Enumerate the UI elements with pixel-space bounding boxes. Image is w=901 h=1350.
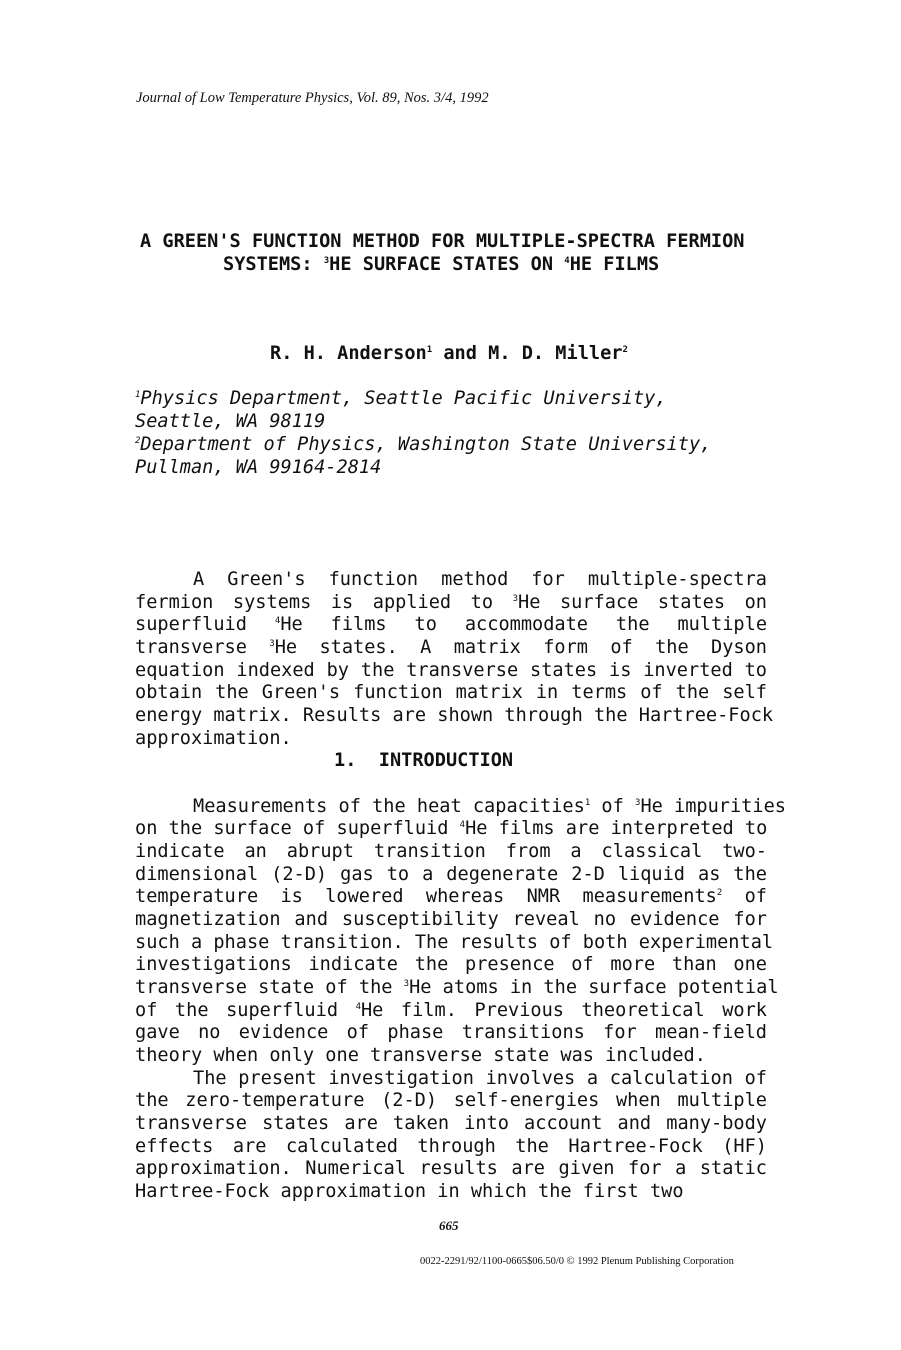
body-line: magnetization and susceptibility reveal no evidence for (135, 909, 767, 930)
body-line: the zero-temperature (2-D) self-energies when multiple (135, 1090, 767, 1111)
body-line: approximation. Numerical results are given for a static (135, 1158, 767, 1179)
abstract-line: obtain the Green's function matrix in terms of the self (135, 682, 767, 703)
body-line: effects are calculated through the Hartree-Fock (HF) (135, 1136, 767, 1157)
page-number: 665 (439, 1218, 459, 1233)
title-line-2: SYSTEMS: $^3$HE SURFACE STATES ON $^4$HE FILMS (223, 254, 660, 275)
abstract-line: A Green's function method for multiple-spectra (193, 569, 767, 590)
body-line: The present investigation involves a calculation of (193, 1068, 767, 1089)
affiliation-1-address: Seattle, WA 98119 (135, 411, 326, 432)
body-line: Measurements of the heat capacities$^1$ of $^3$He impurities (193, 796, 786, 817)
affiliation-2-address: Pullman, WA 99164-2814 (135, 457, 382, 478)
abstract-line: superfluid $^4$He films to accommodate the multiple (135, 614, 768, 635)
body-line: temperature is lowered whereas NMR measurements$^2$ of (135, 886, 767, 907)
title-line-1: A GREEN'S FUNCTION METHOD FOR MULTIPLE-SPECTRA FERMION (140, 231, 745, 252)
abstract-line: approximation. (135, 728, 292, 749)
abstract-line: equation indexed by the transverse states is inverted to (135, 660, 767, 681)
affiliation-1: $^1$Physics Department, Seattle Pacific University, (135, 388, 667, 409)
body-line: investigations indicate the presence of more than one (135, 954, 767, 975)
body-line: dimensional (2-D) gas to a degenerate 2-D liquid as the (135, 864, 767, 885)
body-line: theory when only one transverse state was included. (135, 1045, 706, 1066)
body-line: Hartree-Fock approximation in which the first two (135, 1181, 684, 1202)
body-line: such a phase transition. The results of both experimental (135, 932, 774, 953)
copyright-footer: 0022-2291/92/1100-0665$06.50/0 © 1992 Plenum Publishing Corporation (420, 1256, 734, 1267)
abstract-line: transverse $^3$He states. A matrix form of the Dyson (135, 637, 767, 658)
body-line: gave no evidence of phase transitions for mean-field (135, 1022, 767, 1043)
section-heading: 1. INTRODUCTION (334, 750, 514, 771)
body-line: transverse state of the $^3$He atoms in the surface potential (135, 977, 779, 998)
authors: R. H. Anderson$^1$ and M. D. Miller$^2$ (270, 343, 628, 364)
body-line: of the superfluid $^4$He film. Previous theoretical work (135, 1000, 768, 1021)
body-line: transverse states are taken into account and many-body (135, 1113, 767, 1134)
abstract-line: energy matrix. Results are shown through the Hartree-Fock (135, 705, 774, 726)
body-line: indicate an abrupt transition from a classical two- (135, 841, 767, 862)
abstract-line: fermion systems is applied to $^3$He surface states on (135, 592, 767, 613)
affiliation-2: $^2$Department of Physics, Washington State University, (135, 434, 712, 455)
journal-citation: Journal of Low Temperature Physics, Vol. 89, Nos. 3/4, 1992 (136, 90, 489, 106)
body-line: on the surface of superfluid $^4$He films are interpreted to (135, 818, 768, 839)
